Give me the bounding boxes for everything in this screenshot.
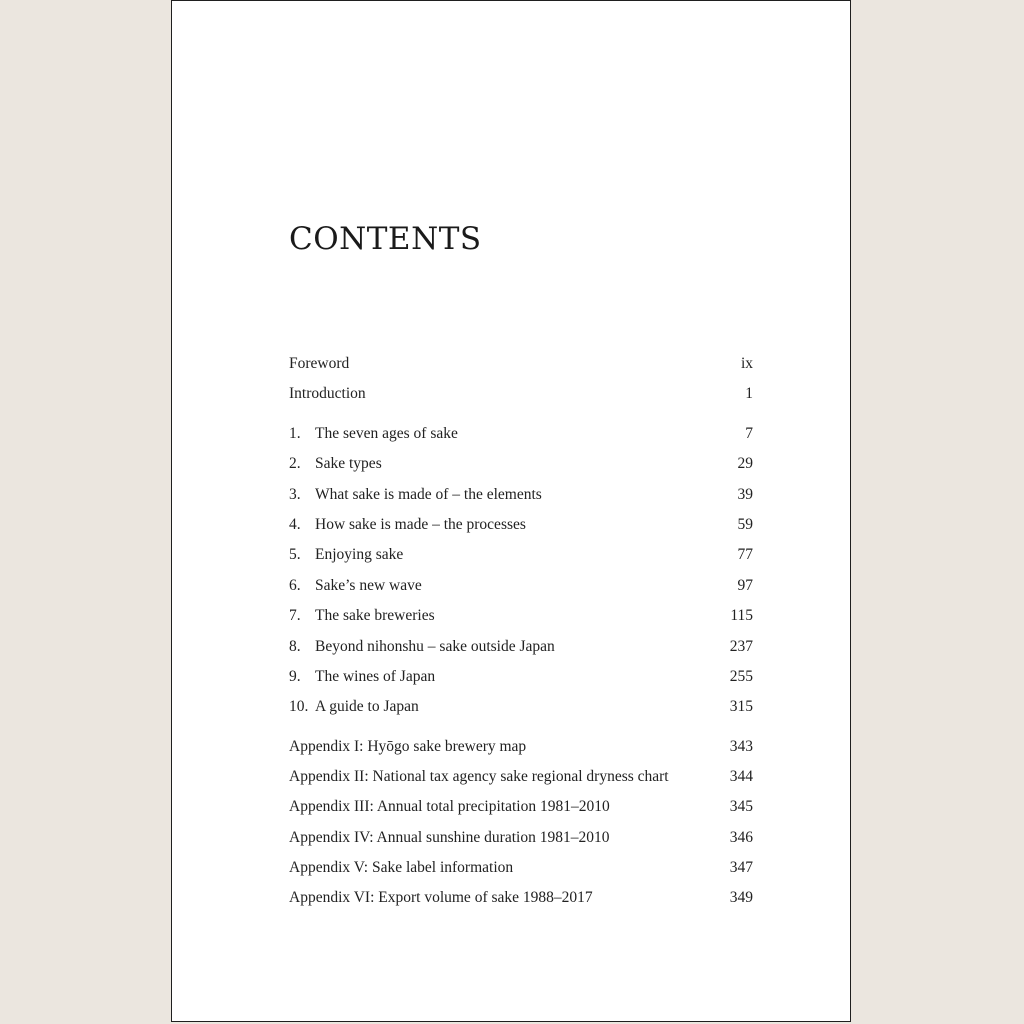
- toc-entry-label: Beyond nihonshu – sake outside Japan: [315, 638, 555, 655]
- toc-entry-chapter: [289, 636, 753, 658]
- toc-entry-page: 347: [729, 859, 753, 876]
- toc-entry-label: Introduction: [289, 385, 366, 402]
- toc-entry-label: Appendix II: National tax agency sake regional dryness chart: [289, 768, 669, 785]
- toc-entry-appendix: [289, 796, 753, 818]
- toc-entry-chapter: [289, 666, 753, 688]
- toc-entry-page: 97: [737, 577, 753, 594]
- toc-entry-page: 1: [745, 385, 753, 402]
- toc-entry-chapter: [289, 453, 753, 475]
- toc-entry-page: 349: [729, 889, 753, 906]
- chapter-number: 9.: [289, 668, 301, 685]
- page-title: CONTENTS: [289, 221, 482, 257]
- toc-entry-foreword: [289, 353, 753, 375]
- toc-entry-page: 7: [745, 425, 753, 442]
- toc-entry-label: The wines of Japan: [315, 668, 436, 685]
- toc-entry-appendix: [289, 887, 753, 909]
- chapter-number: 4.: [289, 516, 301, 533]
- toc-entry-chapter: [289, 423, 753, 445]
- toc-entry-label: Sake’s new wave: [315, 577, 422, 594]
- toc-entry-page: 346: [729, 829, 753, 846]
- toc-entry-appendix: [289, 736, 753, 758]
- toc-entry-chapter: [289, 514, 753, 536]
- toc-entry-page: 255: [729, 668, 753, 685]
- toc-entry-chapter: [289, 484, 753, 506]
- toc-entry-label: Appendix V: Sake label information: [289, 859, 514, 876]
- toc-entry-label: Enjoying sake: [315, 546, 404, 563]
- chapter-number: 5.: [289, 546, 301, 563]
- toc-entry-chapter: [289, 605, 753, 627]
- toc-entry-label: What sake is made of – the elements: [315, 486, 542, 503]
- toc-entry-page: 344: [729, 768, 753, 785]
- toc-entry-label: Appendix III: Annual total precipitation 1981–2010: [289, 798, 610, 815]
- chapter-number: 8.: [289, 638, 301, 655]
- chapter-number: 3.: [289, 486, 301, 503]
- toc-entry-page: 343: [729, 738, 753, 755]
- toc-entry-chapter: [289, 575, 753, 597]
- chapter-number: 7.: [289, 607, 301, 624]
- chapter-number: 2.: [289, 455, 301, 472]
- toc-entry-page: 237: [729, 638, 753, 655]
- toc-entry-page: 315: [729, 698, 753, 715]
- toc-entry-page: ix: [740, 355, 753, 372]
- book-page: [171, 0, 851, 1022]
- toc-entry-appendix: [289, 827, 753, 849]
- toc-entry-chapter: [289, 696, 753, 718]
- toc-entry-label: Foreword: [289, 355, 350, 372]
- toc-entry-page: 39: [737, 486, 753, 503]
- toc-entry-label: Appendix I: Hyōgo sake brewery map: [289, 738, 527, 755]
- toc-entry-label: The seven ages of sake: [315, 425, 458, 442]
- chapter-number: 1.: [289, 425, 301, 442]
- toc-entry-label: Sake types: [315, 455, 382, 472]
- chapter-number: 6.: [289, 577, 301, 594]
- toc-entry-appendix: [289, 766, 753, 788]
- toc-entry-page: 59: [737, 516, 753, 533]
- toc-entry-label: How sake is made – the processes: [315, 516, 526, 533]
- toc-entry-introduction: [289, 383, 753, 405]
- toc-entry-label: The sake breweries: [315, 607, 435, 624]
- toc-entry-appendix: [289, 857, 753, 879]
- toc-entry-label: A guide to Japan: [315, 698, 419, 715]
- toc-entry-page: 29: [737, 455, 753, 472]
- chapter-number: 10.: [289, 698, 309, 715]
- toc-entry-label: Appendix VI: Export volume of sake 1988–2017: [289, 889, 593, 906]
- toc-entry-label: Appendix IV: Annual sunshine duration 1981–2010: [289, 829, 610, 846]
- toc-entry-page: 77: [737, 546, 753, 563]
- toc-entry-chapter: [289, 544, 753, 566]
- toc-entry-page: 115: [730, 607, 753, 624]
- toc-entry-page: 345: [729, 798, 753, 815]
